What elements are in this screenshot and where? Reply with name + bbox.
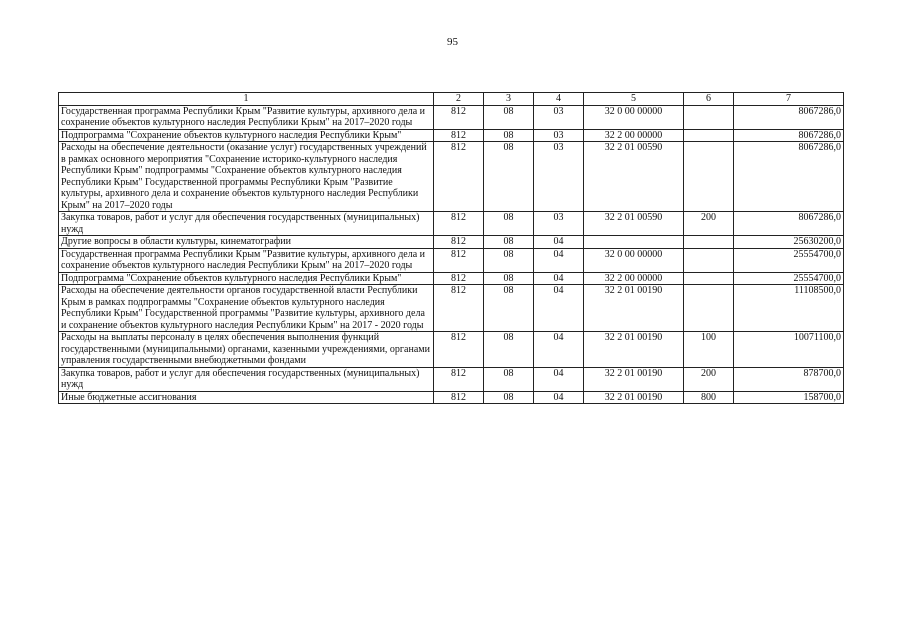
amount-cell: 158700,0 <box>734 391 844 404</box>
column-header: 3 <box>484 93 534 106</box>
expense-type-cell: 200 <box>684 212 734 236</box>
expense-name-cell: Подпрограмма "Сохранение объектов культурного наследия Республики Крым" <box>59 129 434 142</box>
table-row <box>59 129 844 142</box>
column-header: 4 <box>534 93 584 106</box>
header-row <box>59 93 844 106</box>
table-body <box>59 105 844 404</box>
grbs-code-cell: 812 <box>434 332 484 368</box>
target-article-cell: 32 0 00 00000 <box>584 248 684 272</box>
expense-name-cell: Подпрограмма "Сохранение объектов культурного наследия Республики Крым" <box>59 272 434 285</box>
target-article-cell: 32 2 01 00190 <box>584 285 684 332</box>
table-row <box>59 391 844 404</box>
expense-name-cell: Закупка товаров, работ и услуг для обеспечения государственных (муниципальных) нужд <box>59 367 434 391</box>
column-header: 6 <box>684 93 734 106</box>
target-article-cell: 32 2 01 00190 <box>584 367 684 391</box>
expense-type-cell: 200 <box>684 367 734 391</box>
table-row <box>59 236 844 249</box>
table-row <box>59 142 844 212</box>
section-code-cell: 08 <box>484 212 534 236</box>
expense-name-cell: Закупка товаров, работ и услуг для обеспечения государственных (муниципальных) нужд <box>59 212 434 236</box>
section-code-cell: 08 <box>484 236 534 249</box>
expense-name-cell: Другие вопросы в области культуры, кинематографии <box>59 236 434 249</box>
expense-name-cell: Расходы на выплаты персоналу в целях обеспечения выполнения функций государственными (муниципальными) органами, казенными учреждениями, органами управления государственными внебюджетными фондами <box>59 332 434 368</box>
expense-type-cell <box>684 272 734 285</box>
expense-type-cell <box>684 142 734 212</box>
target-article-cell: 32 2 01 00590 <box>584 212 684 236</box>
amount-cell: 25554700,0 <box>734 272 844 285</box>
table-row <box>59 285 844 332</box>
subsection-code-cell: 03 <box>534 142 584 212</box>
table-row <box>59 272 844 285</box>
section-code-cell: 08 <box>484 129 534 142</box>
expense-type-cell <box>684 236 734 249</box>
grbs-code-cell: 812 <box>434 367 484 391</box>
table-row <box>59 105 844 129</box>
amount-cell: 25630200,0 <box>734 236 844 249</box>
subsection-code-cell: 04 <box>534 391 584 404</box>
section-code-cell: 08 <box>484 332 534 368</box>
table-row <box>59 248 844 272</box>
section-code-cell: 08 <box>484 105 534 129</box>
amount-cell: 8067286,0 <box>734 142 844 212</box>
expense-type-cell <box>684 105 734 129</box>
grbs-code-cell: 812 <box>434 272 484 285</box>
section-code-cell: 08 <box>484 285 534 332</box>
amount-cell: 8067286,0 <box>734 129 844 142</box>
target-article-cell: 32 2 01 00190 <box>584 391 684 404</box>
subsection-code-cell: 04 <box>534 272 584 285</box>
amount-cell: 878700,0 <box>734 367 844 391</box>
budget-table <box>58 92 844 404</box>
expense-name-cell: Иные бюджетные ассигнования <box>59 391 434 404</box>
grbs-code-cell: 812 <box>434 285 484 332</box>
table-row <box>59 332 844 368</box>
expense-name-cell: Государственная программа Республики Крым "Развитие культуры, архивного дела и сохранение объектов культурного наследия Республики Крым" на 2017–2020 годы <box>59 248 434 272</box>
subsection-code-cell: 04 <box>534 367 584 391</box>
column-header: 5 <box>584 93 684 106</box>
table-row <box>59 212 844 236</box>
amount-cell: 11108500,0 <box>734 285 844 332</box>
table-row <box>59 367 844 391</box>
target-article-cell: 32 2 00 00000 <box>584 272 684 285</box>
target-article-cell: 32 2 00 00000 <box>584 129 684 142</box>
grbs-code-cell: 812 <box>434 391 484 404</box>
grbs-code-cell: 812 <box>434 142 484 212</box>
subsection-code-cell: 04 <box>534 285 584 332</box>
target-article-cell <box>584 236 684 249</box>
amount-cell: 10071100,0 <box>734 332 844 368</box>
subsection-code-cell: 03 <box>534 212 584 236</box>
amount-cell: 8067286,0 <box>734 212 844 236</box>
section-code-cell: 08 <box>484 248 534 272</box>
subsection-code-cell: 03 <box>534 105 584 129</box>
expense-type-cell: 800 <box>684 391 734 404</box>
expense-name-cell: Расходы на обеспечение деятельности (оказание услуг) государственных учреждений в рамках основного мероприятия "Сохранение историко-культурного наследия Республики Крым" подпрограммы "Сохранение объектов культурного наследия Республики Крым" Государственной программы Республики Крым "Развитие культуры, архивного дела и сохранение объектов культурного наследия Республики Крым" на 2017–2020 годы <box>59 142 434 212</box>
subsection-code-cell: 04 <box>534 332 584 368</box>
grbs-code-cell: 812 <box>434 129 484 142</box>
page-number: 95 <box>447 36 458 48</box>
expense-type-cell <box>684 285 734 332</box>
expense-type-cell: 100 <box>684 332 734 368</box>
target-article-cell: 32 2 01 00190 <box>584 332 684 368</box>
target-article-cell: 32 0 00 00000 <box>584 105 684 129</box>
target-article-cell: 32 2 01 00590 <box>584 142 684 212</box>
subsection-code-cell: 04 <box>534 248 584 272</box>
grbs-code-cell: 812 <box>434 236 484 249</box>
section-code-cell: 08 <box>484 272 534 285</box>
subsection-code-cell: 04 <box>534 236 584 249</box>
subsection-code-cell: 03 <box>534 129 584 142</box>
expense-type-cell <box>684 129 734 142</box>
section-code-cell: 08 <box>484 391 534 404</box>
expense-name-cell: Государственная программа Республики Крым "Развитие культуры, архивного дела и сохранение объектов культурного наследия Республики Крым" на 2017–2020 годы <box>59 105 434 129</box>
column-header: 7 <box>734 93 844 106</box>
grbs-code-cell: 812 <box>434 105 484 129</box>
amount-cell: 25554700,0 <box>734 248 844 272</box>
section-code-cell: 08 <box>484 367 534 391</box>
section-code-cell: 08 <box>484 142 534 212</box>
grbs-code-cell: 812 <box>434 248 484 272</box>
amount-cell: 8067286,0 <box>734 105 844 129</box>
grbs-code-cell: 812 <box>434 212 484 236</box>
column-header: 1 <box>59 93 434 106</box>
expense-name-cell: Расходы на обеспечение деятельности органов государственной власти Республики Крым в рамках подпрограммы "Сохранение объектов культурного наследия Республики Крым" Государственной программы "Развитие культуры, архивного дела и сохранение объектов культурного наследия Республики Крым" на 2017 - 2020 годы <box>59 285 434 332</box>
column-header: 2 <box>434 93 484 106</box>
expense-type-cell <box>684 248 734 272</box>
